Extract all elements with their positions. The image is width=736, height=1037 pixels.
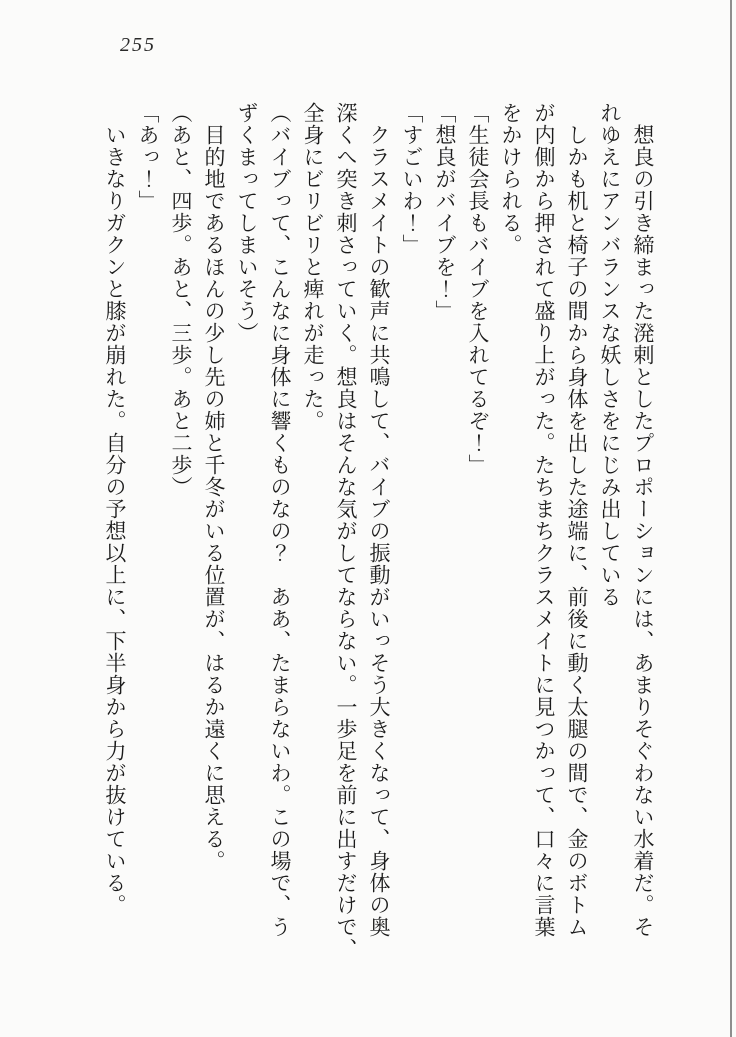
text-column: 目的地であるほんの少し先の姉と千冬がいる位置が、はるか遠くに思える。 — [202, 102, 226, 872]
text-column: 「あっ！」 — [136, 102, 160, 212]
text-column: 「すごいわ！」 — [400, 102, 424, 256]
page-number: 255 — [120, 34, 156, 56]
text-column: 全身にビリビリと痺れが走った。 — [301, 102, 325, 432]
text-column: しかも机と椅子の間から身体を出した途端に、前後に動く太腿の間で、金のボトム — [565, 102, 589, 938]
page-text — [98, 102, 659, 960]
text-column: クラスメイトの歓声に共鳴して、バイブの振動がいっそう大きくなって、身体の奥 — [367, 102, 391, 938]
text-column: れゆえにアンバランスな妖しさをにじみ出している — [598, 102, 622, 608]
text-column: をかけられる。 — [499, 102, 523, 256]
text-column: が内側から押されて盛り上がった。たちまちクラスメイトに見つかって、口々に言葉 — [532, 102, 556, 938]
text-column: 「想良がバイブを！」 — [433, 102, 457, 322]
text-column: ずくまってしまいそう） — [235, 102, 259, 344]
text-column: （あと、四歩。あと、三歩。あと二歩） — [169, 102, 193, 498]
text-column: 深くへ突き刺さっていく。想良はそんな気がしてならない。一歩足を前に出すだけで、 — [334, 102, 358, 960]
scan-edge-line — [730, 0, 732, 1037]
text-column: 「生徒会長もバイブを入れてるぞ！」 — [466, 102, 490, 476]
text-column: いきなりガクンと膝が崩れた。自分の予想以上に、下半身から力が抜けている。 — [103, 102, 127, 916]
text-column: 想良の引き締まった溌剌としたプロポーションには、あまりそぐわない水着だ。そ — [631, 102, 655, 938]
text-column: （バイブって、こんなに身体に響くものなの？ ああ、たまらないわ。この場で、う — [268, 102, 292, 938]
